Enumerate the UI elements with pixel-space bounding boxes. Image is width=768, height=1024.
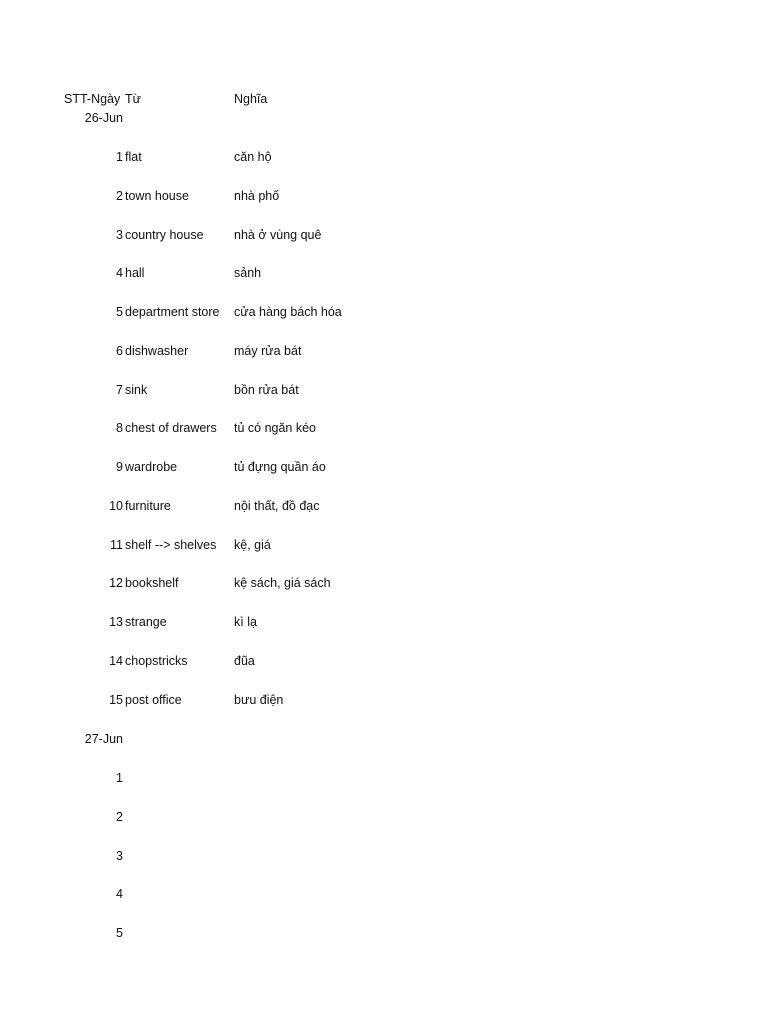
row-meaning: sảnh: [234, 266, 262, 280]
row-meaning: kệ sách, giá sách: [234, 576, 331, 590]
row-word: hall: [125, 266, 145, 280]
date-label: 27-Jun: [84, 732, 123, 746]
row-word: sink: [125, 383, 148, 397]
row-number: 9: [116, 460, 123, 474]
row-number: 14: [109, 654, 123, 668]
row-word: country house: [125, 228, 204, 242]
row-word: post office: [125, 693, 182, 707]
row-word: town house: [125, 189, 189, 203]
row-number: 7: [116, 383, 123, 397]
row-meaning: bồn rửa bát: [234, 383, 299, 397]
date-label: 26-Jun: [84, 111, 123, 125]
row-number: 3: [116, 228, 123, 242]
row-word: bookshelf: [125, 576, 179, 590]
row-number: 15: [109, 693, 123, 707]
row-number: 1: [116, 771, 123, 785]
header-meaning: Nghĩa: [234, 92, 268, 106]
row-number: 8: [116, 421, 123, 435]
row-word: chopstricks: [125, 654, 188, 668]
row-number: 5: [116, 305, 123, 319]
row-number: 4: [116, 266, 123, 280]
header-stt-date: STT-Ngày: [64, 92, 121, 106]
row-number: 3: [116, 849, 123, 863]
row-number: 2: [116, 810, 123, 824]
row-number: 10: [109, 499, 123, 513]
row-meaning: tủ có ngăn kéo: [234, 421, 317, 435]
row-word: dishwasher: [125, 344, 189, 358]
row-meaning: căn hộ: [234, 150, 272, 164]
row-meaning: đũa: [234, 654, 255, 668]
row-meaning: kì lạ: [234, 615, 257, 629]
row-number: 13: [109, 615, 123, 629]
row-number: 12: [109, 576, 123, 590]
row-meaning: cửa hàng bách hóa: [234, 305, 342, 319]
row-number: 2: [116, 189, 123, 203]
row-number: 4: [116, 887, 123, 901]
row-word: flat: [125, 150, 142, 164]
row-number: 1: [116, 150, 123, 164]
header-word: Từ: [125, 92, 142, 106]
row-word: furniture: [125, 499, 171, 513]
row-word: department store: [125, 305, 220, 319]
row-meaning: máy rửa bát: [234, 344, 302, 358]
row-meaning: nhà ở vùng quê: [234, 228, 322, 242]
row-meaning: kệ, giá: [234, 538, 271, 552]
row-meaning: nhà phố: [234, 189, 280, 203]
row-meaning: bưu điện: [234, 693, 284, 707]
row-meaning: tủ đựng quần áo: [234, 460, 326, 474]
row-number: 6: [116, 344, 123, 358]
row-word: strange: [125, 615, 167, 629]
row-number: 11: [110, 538, 123, 552]
row-number: 5: [116, 926, 123, 940]
row-word: chest of drawers: [125, 421, 217, 435]
row-word: wardrobe: [125, 460, 178, 474]
row-meaning: nội thất, đồ đạc: [234, 499, 320, 513]
row-word: shelf --> shelves: [125, 538, 217, 552]
